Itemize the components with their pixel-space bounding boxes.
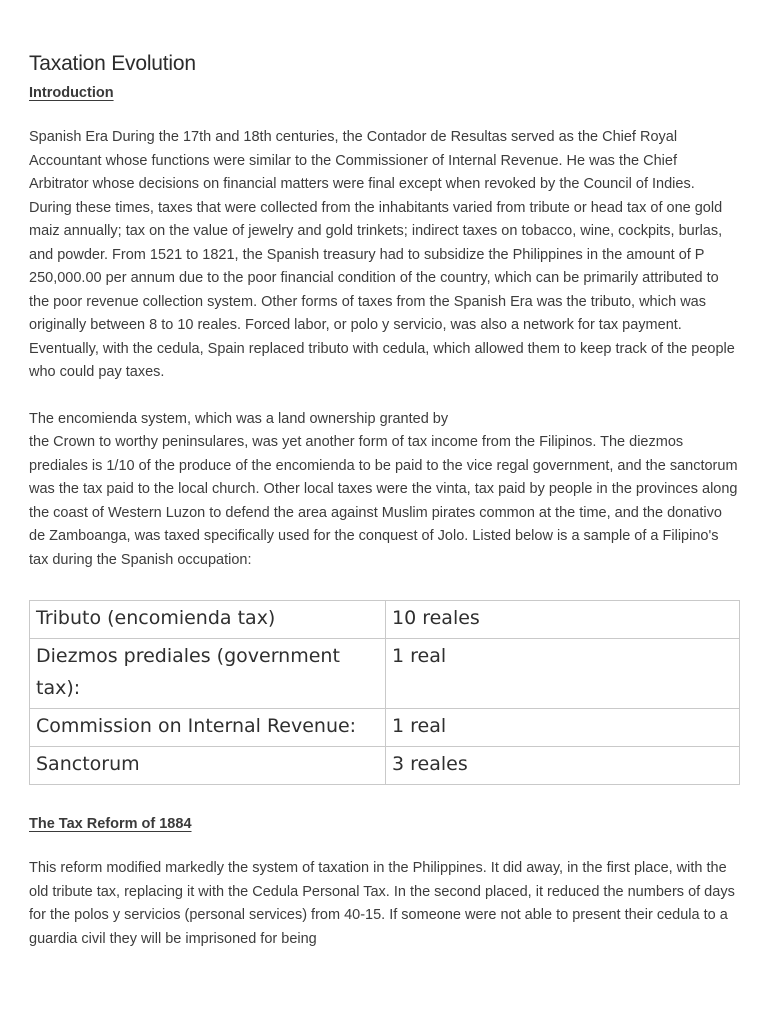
document-title: Taxation Evolution <box>29 52 196 75</box>
tax-amount-cell: 3 reales <box>386 747 740 785</box>
tax-amount-cell: 1 real <box>386 639 740 709</box>
tax-amount-cell: 10 reales <box>386 601 740 639</box>
table-row <box>30 639 740 709</box>
tax-name-cell: Sanctorum <box>30 747 386 785</box>
encomienda-paragraph: The encomienda system, which was a land ownership granted by the Crown to worthy peninsulares, was yet another form of tax income from the Filipinos. The diezmos prediales is 1/10 of the produce of the encomienda to be paid to the vice regal government, and the sanctorum was the tax paid to the local church. Other local taxes were the vinta, tax paid by people in the provinces along the coast of Western Luzon to defend the area against Muslim pirates common at the time, and the donativo de Zamboanga, was taxed specifically used for the conquest of Jolo. Listed below is a sample of a Filipino's tax during the Spanish occupation: <box>29 410 738 568</box>
tax-reform-paragraph: This reform modified markedly the system of taxation in the Philippines. It did away, in the first place, with the old tribute tax, replacing it with the Cedula Personal Tax. In the second placed, it reduced the numbers of days for the polos y servicios (personal services) from 40-15. If someone were not able to present their cedula to a guardia civil they will be imprisoned for being <box>29 860 735 947</box>
spanish-era-paragraph: Spanish Era During the 17th and 18th centuries, the Contador de Resultas served as the Chief Royal Accountant whose functions were similar to the Commissioner of Internal Revenue. He was the Chief Arbitrator whose decisions on financial matters were final except when revoked by the Council of Indies. During these times, taxes that were collected from the inhabitants varied from tribute or head tax of one gold maiz annually; tax on the value of jewelry and gold trinkets; indirect taxes on tobacco, wine, cockpits, burlas, and powder. From 1521 to 1821, the Spanish treasury had to subsidize the Philippines in the amount of P 250,000.00 per annum due to the poor financial condition of the country, which can be primarily attributed to the poor revenue collection system. Other forms of taxes from the Spanish Era was the tributo, which was originally between 8 to 10 reales. Forced labor, or polo y servicio, was also a network for tax payment. Eventually, with the cedula, Spain replaced tributo with cedula, which allowed them to keep track of the people who could pay taxes. <box>29 129 735 380</box>
introduction-heading: Introduction <box>29 85 114 101</box>
tax-reform-heading: The Tax Reform of 1884 <box>29 816 192 832</box>
tax-name-cell: Commission on Internal Revenue: <box>30 709 386 747</box>
spanish-tax-table <box>29 600 740 785</box>
tax-name-cell: Diezmos prediales (government tax): <box>30 639 386 709</box>
table-row <box>30 747 740 785</box>
tax-amount-cell: 1 real <box>386 709 740 747</box>
table-row <box>30 601 740 639</box>
tax-name-cell: Tributo (encomienda tax) <box>30 601 386 639</box>
table-row <box>30 709 740 747</box>
